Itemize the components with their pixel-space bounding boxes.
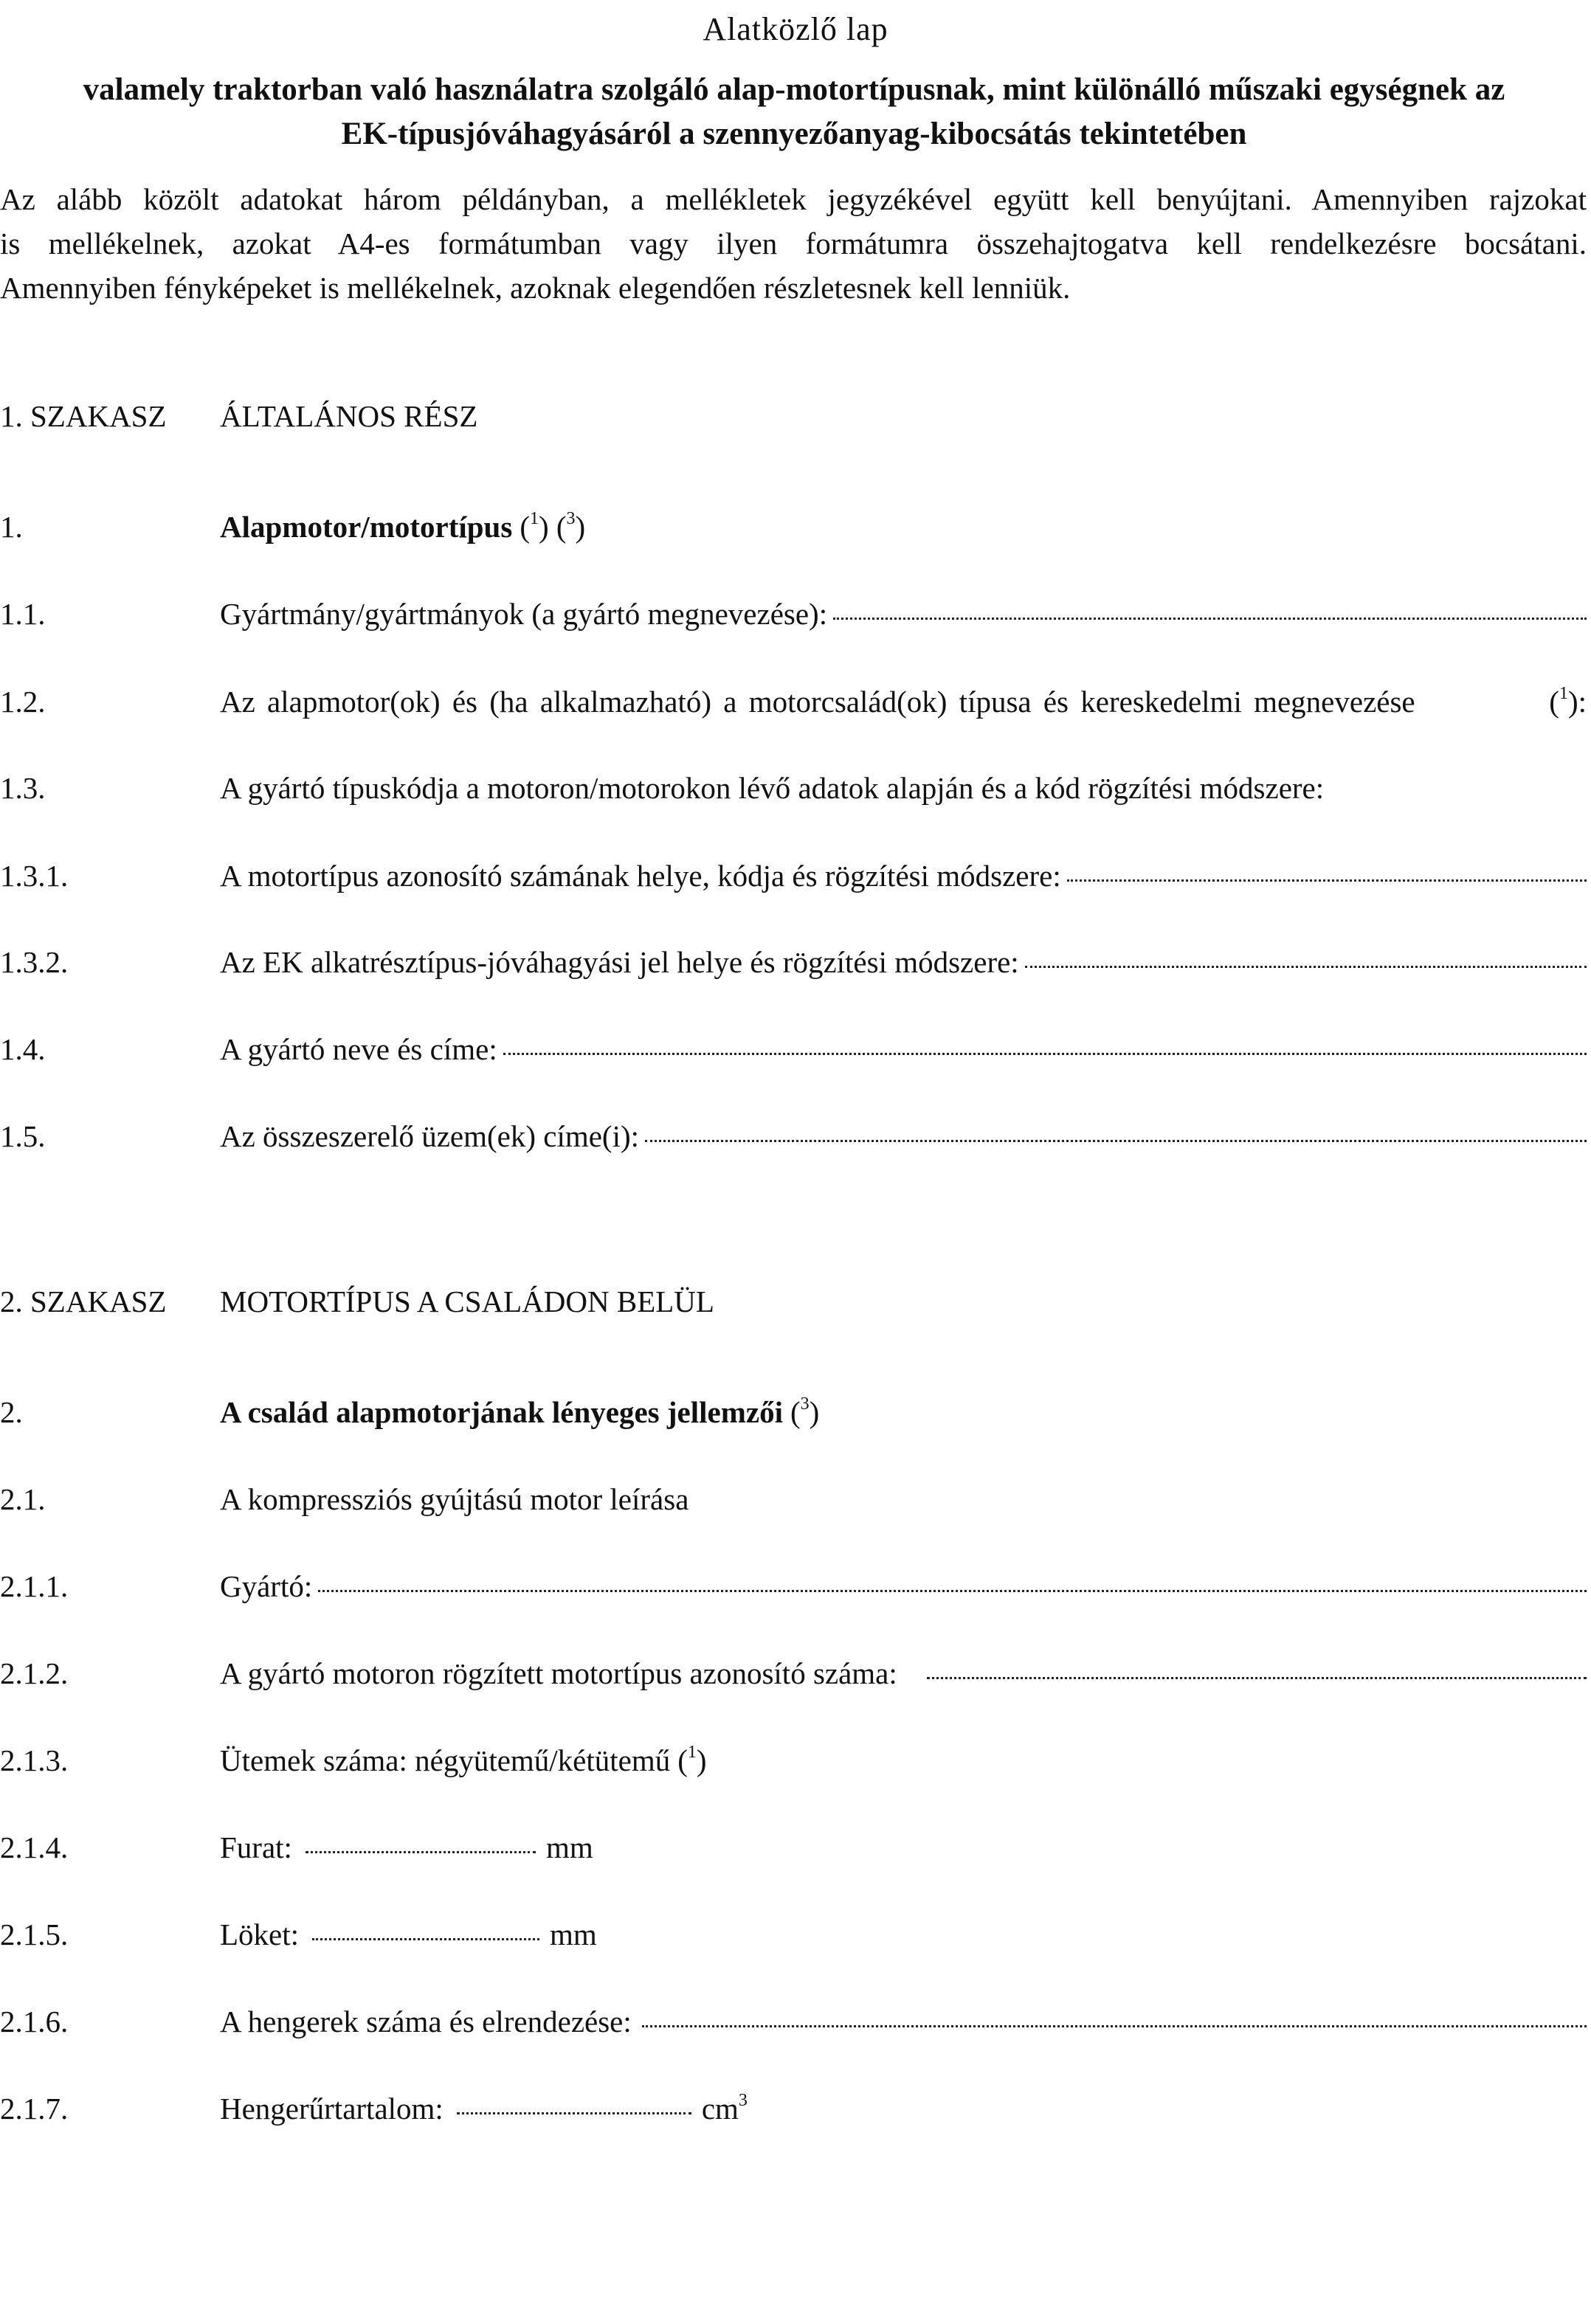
item-number: 2.	[0, 1395, 23, 1429]
answer-field[interactable]	[457, 2112, 691, 2114]
item-number: 2.1.7.	[0, 2092, 69, 2126]
subtitle-line: valamely traktorban való használatra szolgáló alap-motortípusnak, mint különálló műszaki egységnek az	[83, 72, 1505, 107]
item-number: 1.3.	[0, 771, 46, 805]
answer-field[interactable]	[1067, 879, 1587, 882]
unit-label: mm	[550, 1917, 597, 1951]
answer-field[interactable]	[306, 1851, 536, 1853]
section-name: MOTORTÍPUS A CSALÁDON BELÜL	[220, 1284, 714, 1318]
item-label: Hengerűrtartalom:	[220, 2092, 444, 2126]
item-number: 2.1.3.	[0, 1743, 69, 1777]
item-label: Az összeszerelő üzem(ek) címe(i):	[220, 1119, 640, 1153]
item-number: 1.2.	[0, 685, 46, 719]
item-number: 2.1.4.	[0, 1830, 69, 1864]
item-label: A hengerek száma és elrendezése:	[220, 2005, 632, 2038]
unit-label: $cm^3$	[701, 2091, 748, 2126]
answer-field[interactable]	[833, 618, 1587, 620]
footnote-ref: ($^1$)	[677, 1743, 707, 1777]
form-item-1-3-2	[0, 940, 1587, 984]
item-label: A gyártó neve és címe:	[220, 1032, 497, 1066]
form-item-1-4	[0, 1027, 1587, 1071]
item-label: Furat:	[220, 1830, 292, 1864]
form-item-2-1-2	[0, 1651, 1587, 1695]
form-item-2	[0, 1390, 1587, 1434]
footnote-ref: ($^3$)	[790, 1394, 820, 1429]
item-number: 1.1.	[0, 597, 46, 631]
item-heading: Alapmotor/motortípus	[220, 510, 513, 544]
footnote-ref: ($^1$) ($^3$)	[520, 509, 586, 544]
item-heading: A család alapmotorjának lényeges jellemzői	[220, 1395, 783, 1429]
form-item-1-5	[0, 1114, 1587, 1158]
answer-field[interactable]	[312, 1938, 539, 1940]
item-label: Gyártó:	[220, 1569, 313, 1603]
unit-label: mm	[545, 1830, 593, 1864]
item-number: 2.1.	[0, 1482, 46, 1516]
answer-field[interactable]	[1025, 966, 1587, 968]
item-label: A motortípus azonosító számának helye, kódja és rögzítési módszere:	[220, 859, 1061, 893]
item-label: Az EK alkatrésztípus-jóváhagyási jel helye és rögzítési módszere:	[220, 945, 1019, 979]
form-item-2-1-3	[0, 1738, 1587, 1782]
form-item-2-1	[0, 1477, 1587, 1521]
item-label: A kompressziós gyújtású motor leírása	[220, 1482, 689, 1516]
item-label: Gyártmány/gyártmányok (a gyártó megnevezése):	[220, 597, 828, 631]
form-item-2-1-1	[0, 1564, 1587, 1608]
form-item-1-3	[0, 766, 1587, 810]
item-number: 2.1.1.	[0, 1569, 69, 1603]
item-number: 1.3.1.	[0, 859, 69, 893]
item-number: 1.5.	[0, 1119, 46, 1153]
section-number: 2. SZAKASZ	[0, 1284, 167, 1318]
footnote-ref: ($^1$):	[1549, 684, 1587, 719]
intro-paragraph	[0, 177, 1587, 310]
item-number: 2.1.2.	[0, 1656, 69, 1690]
item-number: 1.3.2.	[0, 945, 69, 979]
form-item-2-1-7	[0, 2086, 1587, 2131]
answer-field[interactable]	[645, 1140, 1587, 1142]
item-label: A gyártó motoron rögzített motortípus azonosító száma:	[220, 1656, 897, 1690]
item-label: Löket:	[220, 1917, 300, 1951]
intro-line: is mellékelnek, azokat A4-es formátumban vagy ilyen formátumra összehajtogatva kell rendelkezésre bocsátani.	[0, 226, 1587, 260]
item-label: A gyártó típuskódja a motoron/motorokon lévő adatok alapján és a kód rögzítési módszere:	[220, 771, 1325, 805]
document-subtitle	[0, 68, 1588, 156]
subtitle-line: EK-típusjóváhagyásáról a szennyezőanyag-kibocsátás tekintetében	[341, 117, 1247, 151]
item-label: Ütemek száma: négyütemű/kétütemű	[220, 1743, 671, 1777]
answer-field[interactable]	[642, 2025, 1587, 2027]
item-number: 2.1.5.	[0, 1917, 69, 1951]
item-number: 1.	[0, 510, 23, 544]
form-item-2-1-5	[0, 1912, 1587, 1957]
item-label: Az alapmotor(ok) és (ha alkalmazható) a motorcsalád(ok) típusa és kereskedelmi megnevezése	[220, 685, 1415, 719]
answer-field[interactable]	[503, 1053, 1587, 1055]
intro-line: Amennyiben fényképeket is mellékelnek, azoknak elegendően részletesnek kell lenniük.	[0, 271, 1071, 305]
form-item-1-2	[0, 679, 1587, 724]
section-name: ÁLTALÁNOS RÉSZ	[220, 399, 478, 433]
document-title: Alatközlő lap	[703, 11, 888, 47]
form-item-1-1	[0, 592, 1587, 636]
item-number: 1.4.	[0, 1032, 46, 1066]
section-number: 1. SZAKASZ	[0, 399, 167, 433]
intro-line: Az alább közölt adatokat három példányban, a mellékletek jegyzékével együtt kell benyújtani. Amennyiben rajzokat	[0, 182, 1587, 216]
answer-field[interactable]	[927, 1677, 1587, 1679]
form-item-1-3-1	[0, 854, 1587, 898]
form-item-2-1-4	[0, 1825, 1587, 1870]
form-item-2-1-6	[0, 1999, 1587, 2044]
form-item-1	[0, 505, 1587, 549]
answer-field[interactable]	[318, 1590, 1587, 1592]
item-number: 2.1.6.	[0, 2005, 69, 2038]
